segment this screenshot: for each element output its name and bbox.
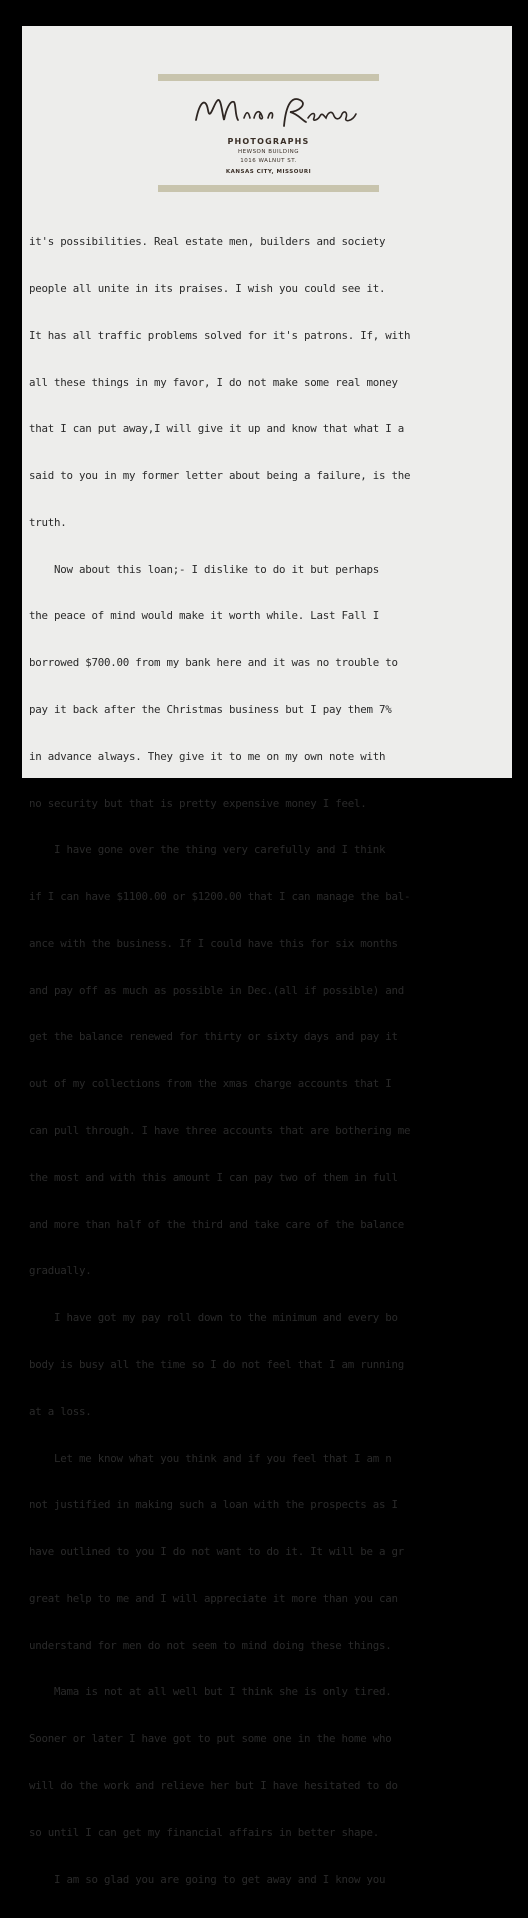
letter-line: get the balance renewed for thirty or sixty days and pay it	[29, 1030, 398, 1044]
letter-line: the most and with this amount I can pay two of them in full	[29, 1170, 398, 1184]
letter-line: it's possibilities. Real estate men, builders and society	[29, 235, 386, 249]
letter-line: pay it back after the Christmas business but I pay them 7%	[29, 703, 392, 716]
letter-line: gradually.	[29, 1264, 92, 1278]
letter-line: not justified in making such a loan with the prospects as I	[29, 1498, 398, 1512]
letter-line: can pull through. I have three accounts that are bothering me	[29, 1124, 411, 1138]
letter-line: ance with the business. If I could have this for six months	[29, 936, 398, 950]
letter-line: and more than half of the third and take care of the balance	[29, 1217, 405, 1231]
letter-line: in advance always. They give it to me on my own note with	[29, 749, 386, 763]
letter-page	[22, 26, 512, 1886]
letterhead	[158, 137, 379, 175]
letter-line: I have gone over the thing very carefully and I think	[29, 843, 386, 857]
signature-logo	[188, 90, 368, 136]
letter-line: will do the work and relieve her but I have hesitated to do	[29, 1778, 398, 1792]
letter-line: said to you in my former letter about being a failure, is the	[29, 469, 411, 483]
letter-line: that I can put away,I will give it up and know that what I a	[29, 422, 405, 436]
letter-line: It has all traffic problems solved for it's patrons. If, with	[29, 328, 411, 342]
letter-line: have outlined to you I do not want to do it. It will be a gr	[29, 1545, 405, 1559]
letter-line: and pay off as much as possible in Dec.(all if possible) and	[29, 983, 405, 997]
letterhead-city: KANSAS CITY, MISSOURI	[225, 168, 312, 175]
letterhead-rule-bottom	[158, 185, 379, 192]
letter-line: Let me know what you think and if you feel that I am n	[29, 1451, 392, 1465]
letter-line: truth.	[29, 515, 67, 529]
letter-line: at a loss.	[29, 1404, 92, 1418]
letterhead-building: HEWSON BUILDING	[238, 149, 299, 155]
letter-line: Mama is not at all well but I think she is only tired.	[29, 1685, 392, 1699]
letter-line: the peace of mind would make it worth while. Last Fall I	[29, 609, 380, 623]
letter-line: Now about this loan;- I dislike to do it but perhaps	[29, 562, 380, 576]
letter-body	[29, 203, 513, 1918]
letter-line: if I can have $1100.00 or $1200.00 that I can manage the bal-	[29, 890, 411, 904]
letterhead-title: PHOTOGRAPHS	[227, 137, 310, 146]
letter-line: borrowed $700.00 from my bank here and it was no trouble to	[29, 656, 398, 670]
letter-line: understand for men do not seem to mind doing these things.	[29, 1638, 392, 1652]
letter-line: people all unite in its praises. I wish you could see it.	[29, 281, 386, 295]
letter-line: great help to me and I will appreciate it more than you can	[29, 1591, 398, 1605]
letter-line: out of my collections from the xmas charge accounts that I	[29, 1077, 392, 1091]
letter-line: no security but that is pretty expensive money I feel.	[29, 796, 367, 810]
letter-line: I have got my pay roll down to the minimum and every bo	[29, 1311, 398, 1325]
letter-line: all these things in my favor, I do not make some real money	[29, 375, 398, 389]
letter-line: I am so glad you are going to get away and I know you	[29, 1872, 386, 1886]
letter-line: body is busy all the time so I do not feel that I am running	[29, 1357, 405, 1371]
letterhead-street: 1016 WALNUT ST.	[240, 157, 297, 164]
letter-line: so until I can get my financial affairs in better shape.	[29, 1825, 380, 1839]
letter-line: Sooner or later I have got to put some one in the home who	[29, 1732, 392, 1746]
letterhead-rule-top	[158, 74, 379, 81]
